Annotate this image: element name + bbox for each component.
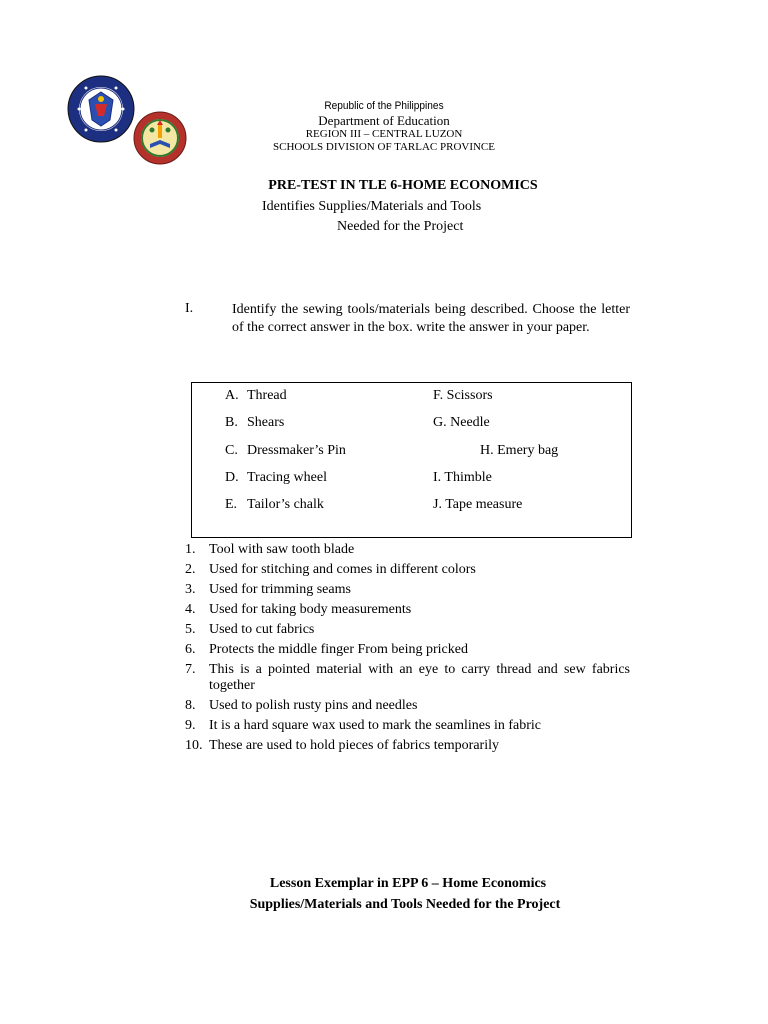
question-number: 9. [185, 718, 196, 733]
question-number: 7. [185, 662, 196, 677]
question-number: 6. [185, 642, 196, 657]
test-title: PRE-TEST IN TLE 6-HOME ECONOMICS [268, 178, 538, 193]
question-number: 3. [185, 582, 196, 597]
choice-text: Tailor’s chalk [247, 497, 324, 512]
question-number: 1. [185, 542, 196, 557]
question-item [185, 718, 630, 734]
question-number: 10. [185, 738, 203, 753]
choice-letter: D. [225, 470, 239, 485]
choices-box [191, 382, 632, 538]
test-subtitle-line1: Identifies Supplies/Materials and Tools [262, 199, 482, 214]
choice-text: Tracing wheel [247, 470, 327, 485]
lesson-exemplar-subtitle: Supplies/Materials and Tools Needed for the Project [249, 897, 561, 912]
question-item [185, 602, 630, 618]
instructions: Identify the sewing tools/materials being described. Choose the letter of the correct answer in the box. write the answer in your paper. [232, 302, 630, 335]
question-item [185, 698, 630, 714]
choice-d [225, 470, 327, 486]
choice-j [433, 497, 522, 513]
question-item [185, 542, 630, 558]
choice-letter: J. [433, 497, 442, 512]
choice-text: Emery bag [497, 443, 559, 458]
choice-letter: E. [225, 497, 238, 512]
question-text: Used to polish rusty pins and needles [209, 698, 418, 713]
choice-f [433, 388, 493, 404]
choice-text: Thread [247, 388, 287, 403]
choice-letter: A. [225, 388, 239, 403]
question-item [185, 642, 630, 658]
question-text: Protects the middle finger From being pricked [209, 642, 468, 657]
question-text: These are used to hold pieces of fabrics temporarily [209, 738, 500, 753]
question-number: 5. [185, 622, 196, 637]
choice-text: Tape measure [445, 497, 523, 512]
choice-letter: G. [433, 415, 447, 430]
choice-letter: I. [433, 470, 442, 485]
question-list [185, 542, 630, 758]
question-text: It is a hard square wax used to mark the seamlines in fabric [209, 718, 542, 733]
question-text: This is a pointed material with an eye to carry thread and sew fabrics together [209, 662, 630, 693]
choice-letter: C. [225, 443, 238, 458]
question-text: Used for taking body measurements [209, 602, 412, 617]
choice-b [225, 415, 284, 431]
question-text: Used for trimming seams [209, 582, 351, 597]
question-number: 2. [185, 562, 196, 577]
division-header: SCHOOLS DIVISION OF TARLAC PROVINCE [273, 141, 495, 153]
question-item [185, 622, 630, 638]
choice-i [433, 470, 492, 486]
question-item [185, 582, 630, 598]
question-number: 8. [185, 698, 196, 713]
question-number: 4. [185, 602, 196, 617]
department-header: Department of Education [318, 113, 450, 128]
choice-text: Dressmaker’s Pin [247, 443, 346, 458]
choice-h [480, 443, 558, 459]
choice-text: Needle [450, 415, 490, 430]
choice-text: Scissors [446, 388, 493, 403]
choice-letter: B. [225, 415, 238, 430]
question-text: Used for stitching and comes in different colors [209, 562, 476, 577]
region-header: REGION III – CENTRAL LUZON [305, 128, 463, 140]
lesson-exemplar-title: Lesson Exemplar in EPP 6 – Home Economics [269, 876, 547, 891]
choice-g [433, 415, 490, 431]
republic-header: Republic of the Philippines [324, 100, 444, 112]
question-item [185, 662, 630, 694]
choice-a [225, 388, 287, 404]
choice-e [225, 497, 324, 513]
choice-letter: H. [480, 443, 494, 458]
choice-letter: F. [433, 388, 444, 403]
question-item [185, 562, 630, 578]
choice-text: Thimble [444, 470, 492, 485]
question-item [185, 738, 630, 754]
choice-c [225, 443, 346, 459]
choice-text: Shears [247, 415, 285, 430]
question-text: Used to cut fabrics [209, 622, 315, 637]
question-text: Tool with saw tooth blade [209, 542, 355, 557]
test-subtitle-line2: Needed for the Project [337, 219, 464, 234]
part-number: I. [185, 301, 194, 316]
